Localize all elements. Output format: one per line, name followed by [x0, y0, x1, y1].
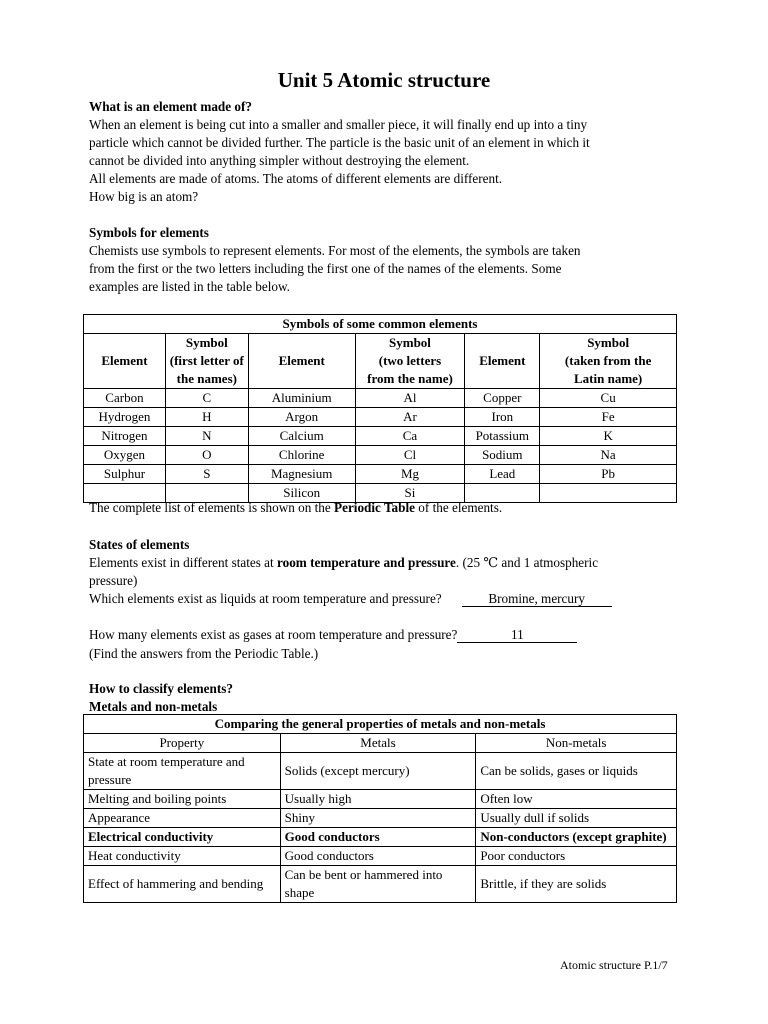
table-row — [84, 408, 677, 427]
section-symbols — [89, 224, 689, 296]
cell: Fe — [540, 408, 677, 427]
cell: Magnesium — [248, 465, 355, 484]
col-header: Property — [84, 734, 281, 753]
text: . (25 ℃ and 1 atmospheric — [455, 555, 599, 571]
col-header: Symbol (taken from the Latin name) — [540, 334, 677, 389]
table-row — [84, 446, 677, 465]
cell: Oxygen — [84, 446, 166, 465]
answer-liquids: Bromine, mercury — [462, 591, 612, 607]
question-text: Which elements exist as liquids at room temperature and pressure? — [89, 591, 442, 607]
cell: Electrical conductivity — [84, 828, 281, 847]
cell: Mg — [355, 465, 465, 484]
table-row — [84, 790, 677, 809]
cell: Hydrogen — [84, 408, 166, 427]
table-row — [84, 866, 677, 903]
paragraph-line: from the first or the two letters including the first one of the names of the elements. Some — [89, 261, 562, 277]
paragraph-line: When an element is being cut into a smaller and smaller piece, it will finally end up into a tiny — [89, 117, 588, 133]
cell: S — [165, 465, 248, 484]
col-header: Metals — [280, 734, 476, 753]
cell: Effect of hammering and bending — [84, 866, 281, 903]
cell: H — [165, 408, 248, 427]
cell: Al — [355, 389, 465, 408]
cell: Sodium — [465, 446, 540, 465]
cell: Usually high — [280, 790, 476, 809]
cell: Nitrogen — [84, 427, 166, 446]
cell: Iron — [465, 408, 540, 427]
table-row — [84, 809, 677, 828]
cell: Can be bent or hammered into shape — [280, 866, 476, 903]
cell: Carbon — [84, 389, 166, 408]
cell: K — [540, 427, 677, 446]
cell: Ca — [355, 427, 465, 446]
cell: Usually dull if solids — [476, 809, 677, 828]
cell: Na — [540, 446, 677, 465]
section-states — [89, 536, 689, 663]
col-header: Element — [248, 334, 355, 389]
table-row — [84, 389, 677, 408]
paragraph-line: (Find the answers from the Periodic Table.) — [89, 645, 319, 661]
section-classify — [89, 680, 689, 716]
paragraph-line: How big is an atom? — [89, 189, 199, 205]
cell: Heat conductivity — [84, 847, 281, 866]
section-subheading: Metals and non-metals — [89, 699, 218, 715]
cell: Can be solids, gases or liquids — [476, 753, 677, 790]
cell: Si — [355, 484, 465, 503]
section-heading: States of elements — [89, 537, 190, 552]
question-text: How many elements exist as gases at room temperature and pressure? — [89, 627, 458, 643]
text: of the elements. — [415, 500, 503, 515]
table-row — [84, 828, 677, 847]
cell: Pb — [540, 465, 677, 484]
cell: Calcium — [248, 427, 355, 446]
cell: Melting and boiling points — [84, 790, 281, 809]
cell: Copper — [465, 389, 540, 408]
answer-gases: 11 — [457, 627, 577, 643]
cell: O — [165, 446, 248, 465]
cell: Silicon — [248, 484, 355, 503]
properties-table — [83, 714, 677, 903]
cell: Appearance — [84, 809, 281, 828]
paragraph-line: Chemists use symbols to represent elements. For most of the elements, the symbols are taken — [89, 243, 581, 259]
col-header: Element — [465, 334, 540, 389]
page-footer: Atomic structure P.1/7 — [560, 958, 668, 972]
col-header: Element — [84, 334, 166, 389]
cell: State at room temperature and pressure — [84, 753, 281, 790]
cell: Shiny — [280, 809, 476, 828]
cell: Solids (except mercury) — [280, 753, 476, 790]
cell: Good conductors — [280, 828, 476, 847]
table-row — [84, 427, 677, 446]
text: The complete list of elements is shown on the — [89, 500, 335, 515]
cell: Chlorine — [248, 446, 355, 465]
cell: Argon — [248, 408, 355, 427]
question-liquids — [89, 590, 689, 608]
cell: Cl — [355, 446, 465, 465]
cell: Aluminium — [248, 389, 355, 408]
col-header: Symbol (first letter of the names) — [165, 334, 248, 389]
cell: Good conductors — [280, 847, 476, 866]
paragraph-line: pressure) — [89, 573, 138, 589]
table-row — [84, 465, 677, 484]
cell: C — [165, 389, 248, 408]
cell: Non-conductors (except graphite) — [476, 828, 677, 847]
periodic-table-note — [89, 499, 689, 517]
paragraph-line: particle which cannot be divided further. The particle is the basic unit of an element in which it — [89, 135, 590, 151]
table-row — [84, 847, 677, 866]
page-title: Unit 5 Atomic structure — [277, 68, 491, 92]
text-bold: Periodic Table — [334, 500, 415, 515]
cell: Ar — [355, 408, 465, 427]
paragraph-line: cannot be divided into anything simpler without destroying the element. — [89, 153, 470, 169]
section-heading: What is an element made of? — [89, 99, 252, 114]
text-bold: room temperature and pressure — [277, 555, 456, 571]
table-caption: Symbols of some common elements — [84, 315, 677, 334]
section-element-made-of — [89, 98, 689, 207]
section-heading: Symbols for elements — [89, 225, 209, 240]
table-caption: Comparing the general properties of metals and non-metals — [84, 715, 677, 734]
cell: Poor conductors — [476, 847, 677, 866]
cell: Potassium — [465, 427, 540, 446]
cell: Brittle, if they are solids — [476, 866, 677, 903]
section-heading: How to classify elements? — [89, 681, 233, 696]
cell: Cu — [540, 389, 677, 408]
cell: Often low — [476, 790, 677, 809]
question-gases — [89, 626, 689, 644]
text: Elements exist in different states at — [89, 555, 277, 571]
col-header: Non-metals — [476, 734, 677, 753]
cell: Lead — [465, 465, 540, 484]
col-header: Symbol (two letters from the name) — [355, 334, 465, 389]
paragraph-line: examples are listed in the table below. — [89, 279, 290, 295]
cell: N — [165, 427, 248, 446]
symbols-table — [83, 314, 677, 503]
cell: Sulphur — [84, 465, 166, 484]
table-row — [84, 753, 677, 790]
paragraph-line: All elements are made of atoms. The atoms of different elements are different. — [89, 171, 503, 187]
